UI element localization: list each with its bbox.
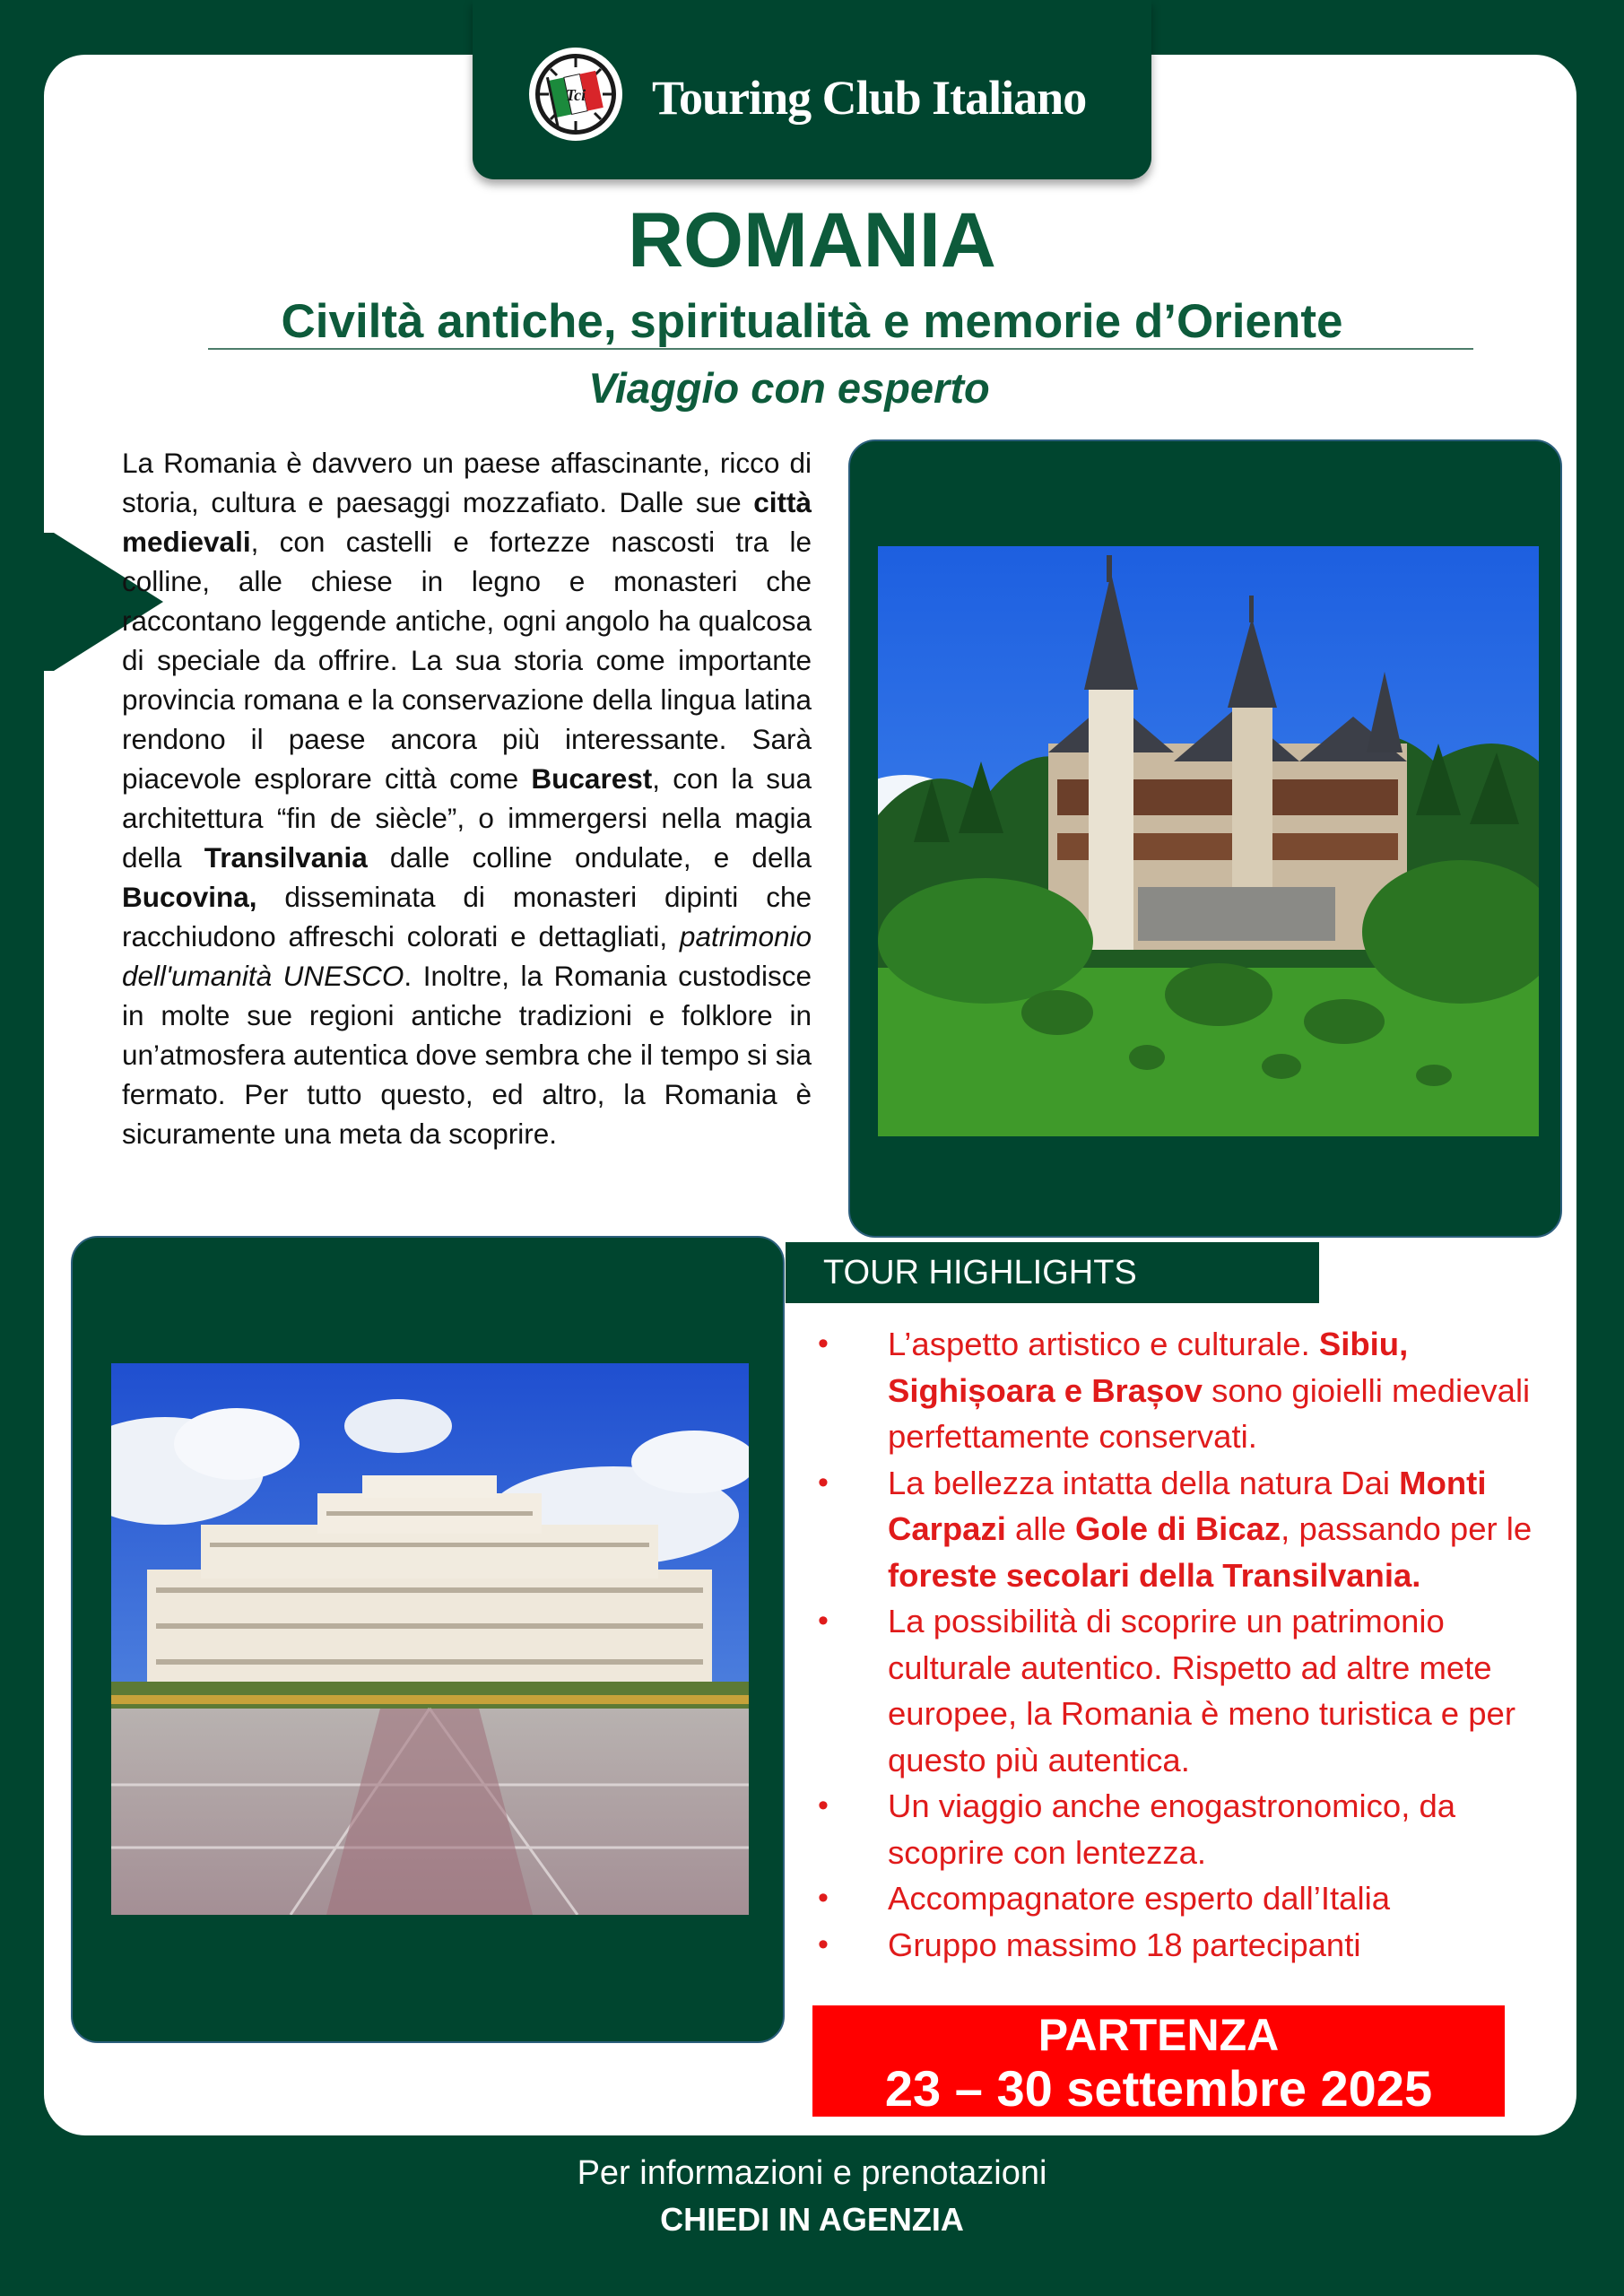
text-segment: , con la sua architettura “fin de siècle”, o immergersi nella magia della	[122, 762, 812, 874]
text-segment: La bellezza intatta della natura Dai	[888, 1464, 1400, 1501]
text-segment: Accompagnatore esperto dall’Italia	[888, 1880, 1390, 1917]
intro-paragraph	[122, 443, 812, 1153]
highlight-item	[818, 1598, 1535, 1783]
svg-text:Tci: Tci	[565, 86, 586, 104]
text-segment: La possibilità di scoprire un patrimonio culturale autentico. Rispetto ad altre mete europee, la Romania è meno turistica e per questo più autentica.	[888, 1603, 1515, 1779]
text-segment: Un viaggio anche enogastronomico, da scoprire con lentezza.	[888, 1787, 1456, 1871]
highlight-item	[818, 1875, 1535, 1922]
title-divider	[208, 348, 1473, 350]
text-segment: foreste secolari della Transilvania.	[888, 1556, 1421, 1594]
text-segment: Gole di Bicaz	[1074, 1510, 1281, 1547]
footer-cta: CHIEDI IN AGENZIA	[660, 2201, 964, 2238]
departure-banner	[812, 2005, 1505, 2117]
tci-emblem-icon	[526, 45, 625, 144]
text-segment: alle	[1005, 1510, 1075, 1547]
departure-dates: 23 – 30 settembre 2025	[884, 2060, 1433, 2117]
text-segment: Bucovina,	[122, 881, 257, 913]
highlight-item	[818, 1460, 1535, 1599]
text-segment: La Romania è davvero un paese affascinante, ricco di storia, cultura e paesaggi mozzafiato. Dalle sue	[122, 447, 812, 518]
text-segment: Transilvania	[204, 841, 368, 874]
text-segment: sono gioielli medievali perfettamente conservati.	[888, 1371, 1531, 1455]
departure-label: PARTENZA	[1038, 2010, 1280, 2060]
left-tab-marker	[0, 533, 54, 671]
text-segment: Gruppo massimo 18 partecipanti	[888, 1926, 1361, 1963]
brand-name: Touring Club Italiano	[652, 71, 1087, 125]
text-segment: Sibiu, Sighișoara e Brașov	[888, 1326, 1409, 1409]
text-segment: . Inoltre, la Romania custodisce in molte sue regioni antiche tradizioni e folklore in un’atmosfera autentica dove sembra che il tempo si sia fermato. Per tutto questo, ed altro, la Romania è sicuramente una meta da scoprire.	[122, 960, 812, 1150]
page-title: ROMANIA	[628, 197, 996, 283]
text-segment: L’aspetto artistico e culturale.	[888, 1326, 1319, 1362]
peles-castle-photo	[878, 546, 1539, 1136]
text-segment: , passando per le	[1281, 1510, 1533, 1547]
text-segment: , con castelli e fortezze nascosti tra le colline, alle chiese in legno e monasteri che raccontano leggende antiche, ogni angolo ha qualcosa di speciale da offrire. La sua storia come importante provincia romana e la conservazione della lingua latina rendono il paese ancora più interessante. Sarà piacevole esplorare città come	[122, 526, 812, 795]
text-segment: disseminata di monasteri dipinti che racchiudono affreschi colorati e dettagliati,	[122, 881, 812, 952]
text-segment: Monti Carpazi	[888, 1464, 1487, 1547]
page-subtitle: Civiltà antiche, spiritualità e memorie d’Oriente	[281, 295, 1343, 348]
highlight-item	[818, 1783, 1535, 1875]
tour-highlights-heading: TOUR HIGHLIGHTS	[786, 1242, 1319, 1303]
text-segment: patrimonio dell'umanità UNESCO	[122, 920, 812, 992]
brand-logo-banner	[473, 0, 1151, 179]
highlight-item	[818, 1922, 1535, 1969]
highlight-item	[818, 1321, 1535, 1460]
text-segment: città medievali	[122, 486, 812, 558]
text-segment: dalle colline ondulate, e della	[367, 841, 812, 874]
tour-highlights-list	[818, 1321, 1535, 1968]
text-segment: Bucarest	[531, 762, 653, 795]
tour-type-tagline: Viaggio con esperto	[588, 364, 990, 412]
footer-info-text: Per informazioni e prenotazioni	[577, 2154, 1047, 2192]
palace-of-parliament-photo	[111, 1363, 749, 1915]
